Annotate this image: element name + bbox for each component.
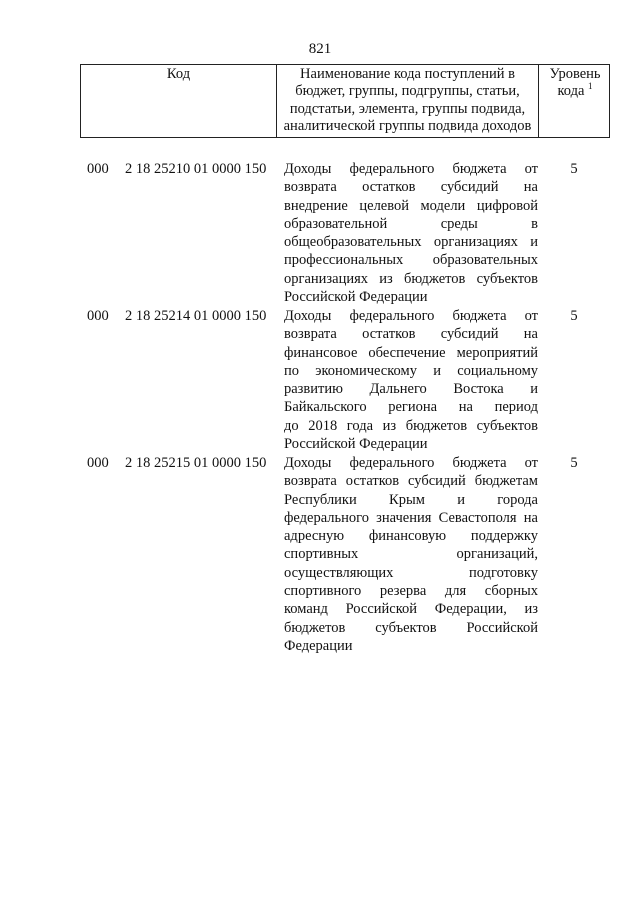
page-number: 821: [308, 41, 332, 57]
revenue-code: 2 18 25215 01 0000 150: [125, 455, 267, 471]
name-line: образовательной среды в: [284, 215, 538, 232]
name-line: развитию Дальнего Востока и: [284, 381, 538, 398]
header-level-word: кода: [557, 83, 585, 100]
admin-code: 000: [87, 455, 109, 471]
header-level-line2: [541, 83, 609, 100]
name-line: финансовое обеспечение мероприятий: [284, 344, 538, 361]
name-line: внедрение целевой модели цифровой: [284, 197, 538, 214]
header-name: [277, 65, 539, 137]
name-line: команд Российской Федерации, из: [284, 601, 538, 618]
name-line: профессиональных образовательных: [284, 252, 538, 269]
header-name-line: Наименование кода поступлений в: [300, 66, 515, 82]
header-code: Код: [81, 65, 277, 137]
footnote-marker: 1: [588, 81, 593, 92]
name-line: адресную финансовую поддержку: [284, 528, 538, 545]
header-name-line: подстатьи, элемента, группы подвида,: [289, 100, 526, 117]
header-level: [539, 65, 609, 137]
table-header: [80, 64, 610, 138]
name-line: бюджетов субъектов Российской: [284, 619, 538, 636]
name-line: возврата остатков субсидий на: [284, 179, 538, 196]
name-line: возврата остатков субсидий бюджетам: [284, 473, 538, 490]
name-line: федерального значения Севастополя на: [284, 509, 538, 526]
name-line: осуществляющих подготовку: [284, 564, 538, 581]
code-level: 5: [570, 161, 578, 177]
admin-code: 000: [87, 161, 109, 177]
revenue-name: [284, 307, 538, 453]
name-line: по экономическому и социальному: [284, 362, 538, 379]
header-level-line1: Уровень: [549, 66, 601, 82]
name-line: Доходы федерального бюджета от: [284, 308, 538, 324]
name-line: спортивных организаций,: [284, 546, 538, 563]
name-line: до 2018 года из бюджетов субъектов: [284, 417, 538, 434]
name-line: Федерации: [284, 637, 353, 654]
name-line: Доходы федерального бюджета от: [284, 161, 538, 177]
name-line: Российской Федерации: [284, 289, 428, 306]
name-line: общеобразовательных организациях и: [284, 234, 538, 251]
name-line: Российской Федерации: [284, 436, 428, 453]
header-name-line: аналитической группы подвида доходов: [283, 118, 532, 135]
code-level: 5: [570, 308, 578, 324]
revenue-code: 2 18 25214 01 0000 150: [125, 308, 267, 324]
admin-code: 000: [87, 308, 109, 324]
name-line: Доходы федерального бюджета от: [284, 455, 538, 471]
name-line: Республики Крым и города: [284, 491, 538, 508]
name-line: Байкальского региона на период: [284, 399, 538, 416]
code-level: 5: [570, 455, 578, 471]
header-name-line: бюджет, группы, подгруппы, статьи,: [295, 83, 520, 100]
name-line: спортивного резерва для сборных: [284, 583, 538, 600]
name-line: возврата остатков субсидий на: [284, 326, 538, 343]
revenue-code: 2 18 25210 01 0000 150: [125, 161, 267, 177]
name-line: организациях из бюджетов субъектов: [284, 270, 538, 287]
revenue-name: [284, 454, 538, 655]
revenue-name: [284, 160, 538, 306]
